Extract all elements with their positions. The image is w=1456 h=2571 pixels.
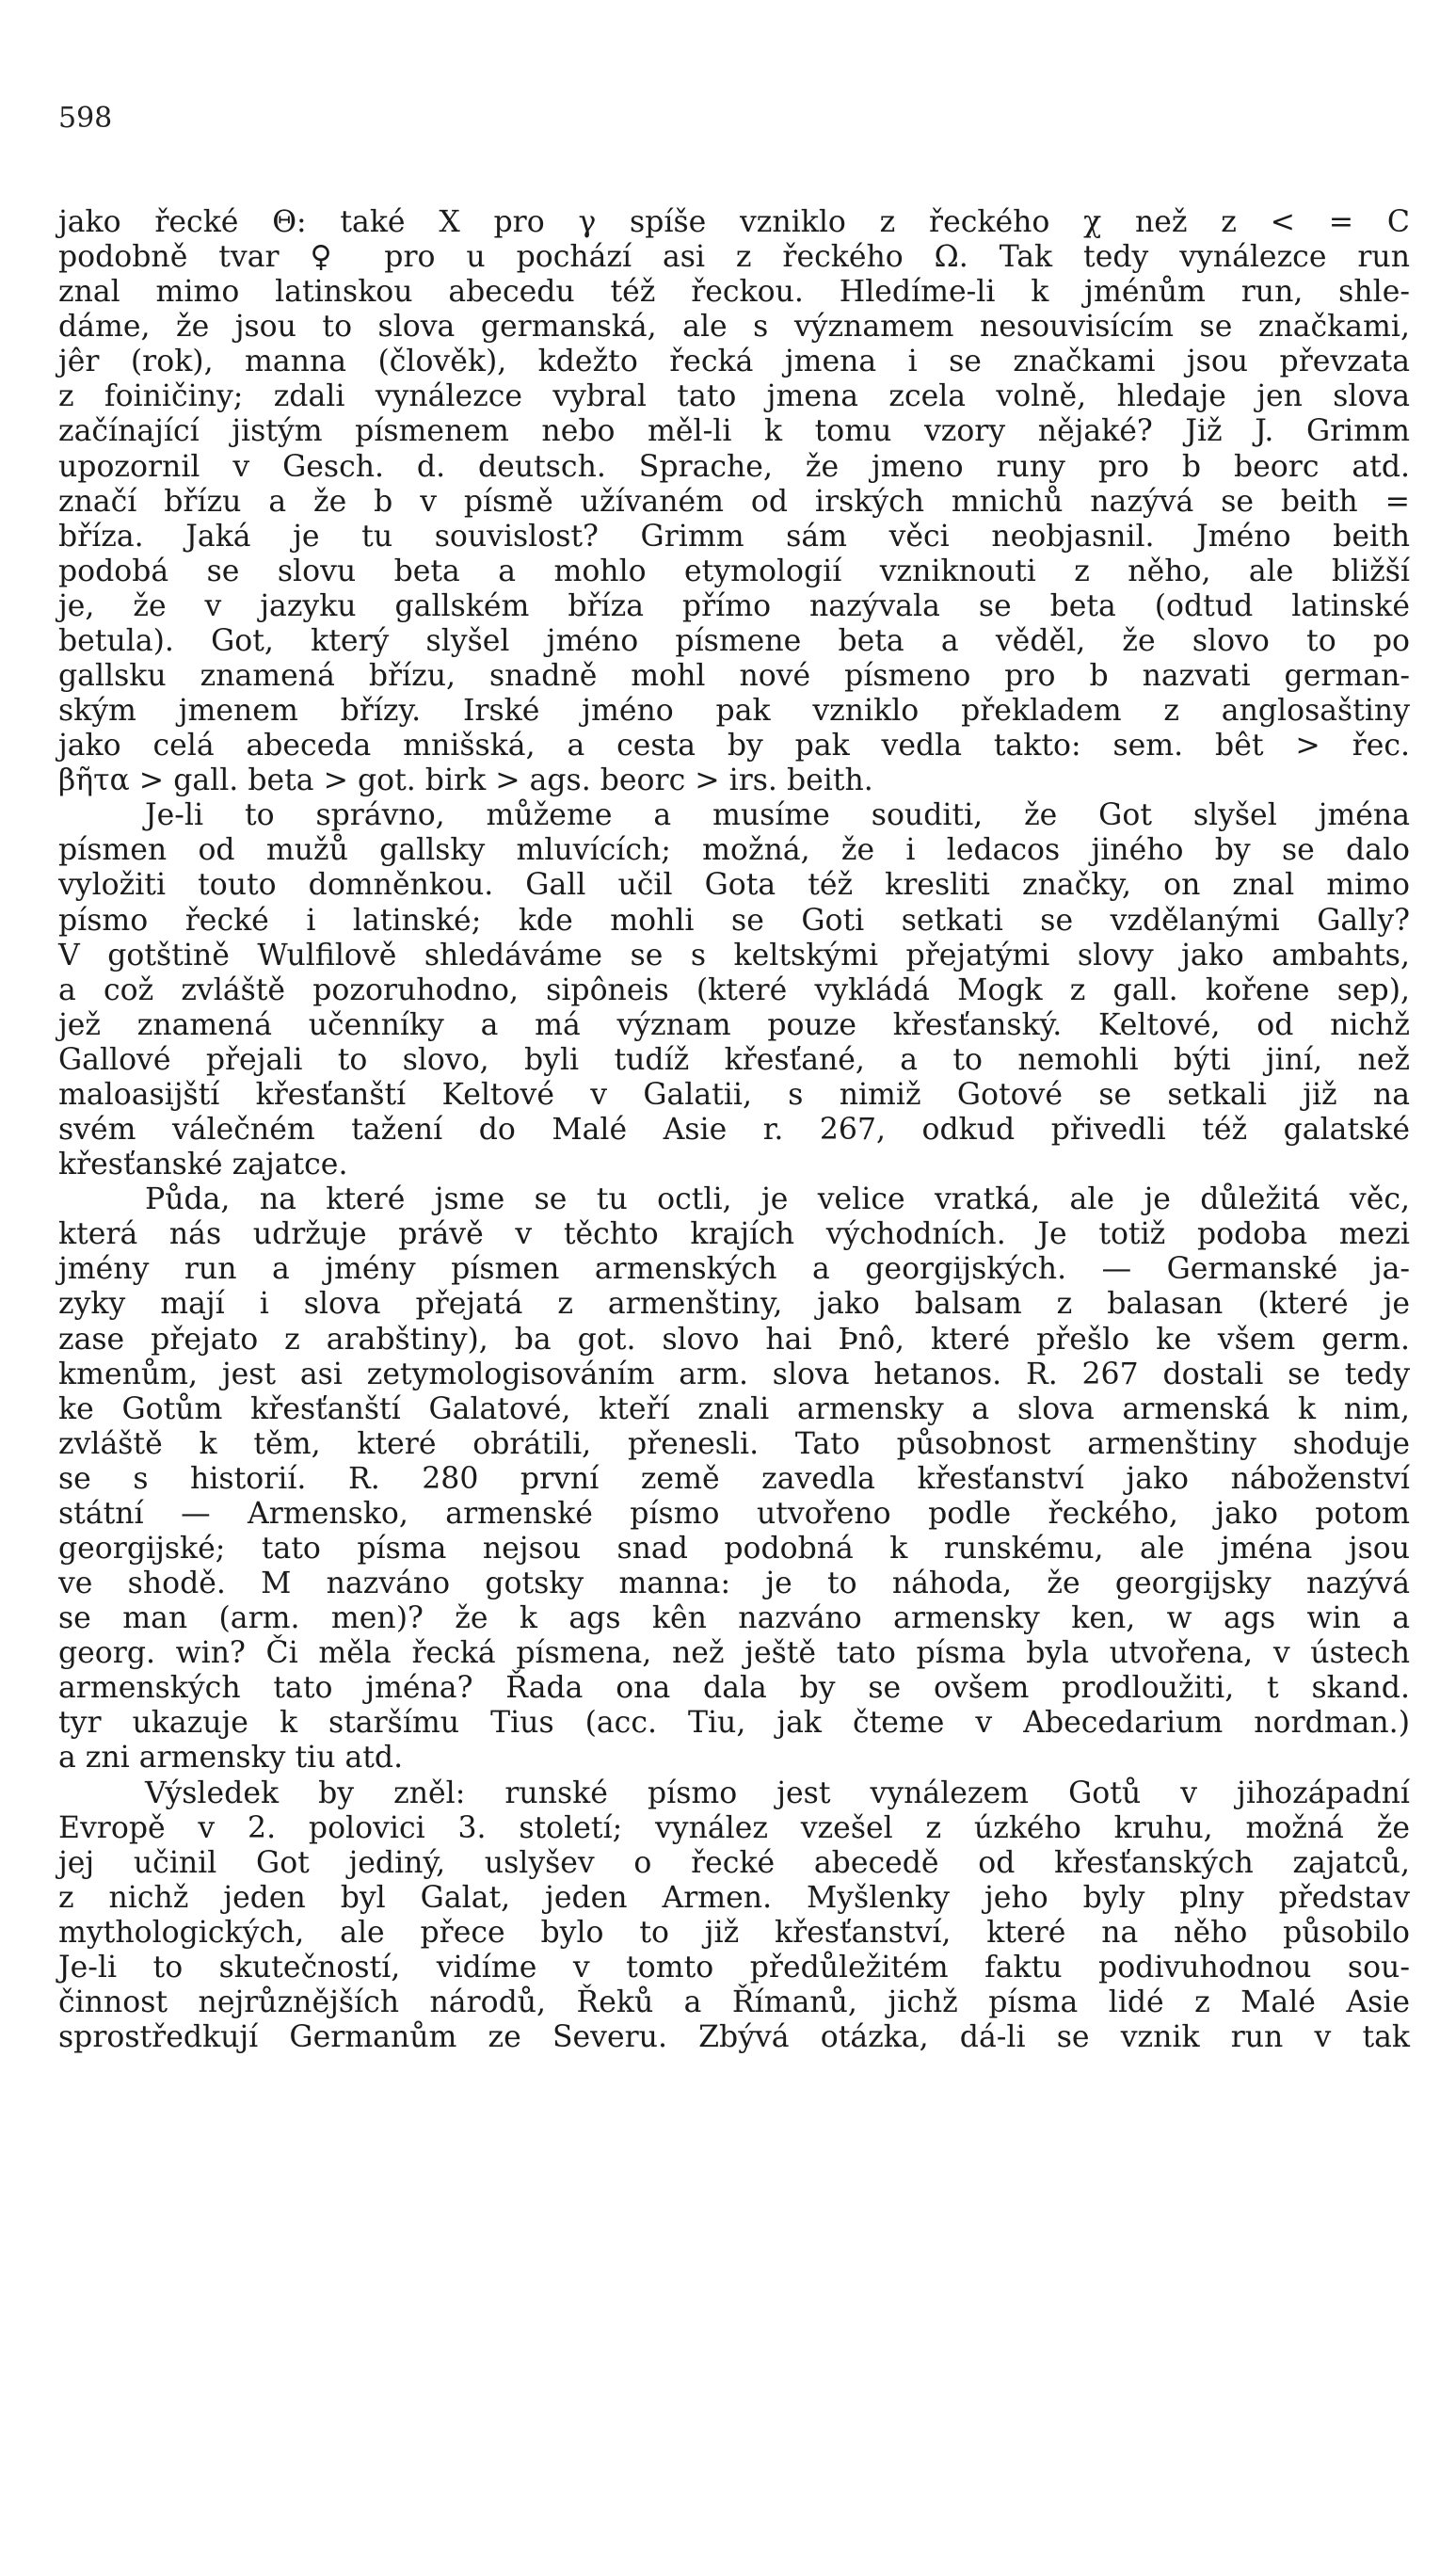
text-line: maloasijští křesťanští Keltové v Galatii, s nimiž Gotové se setkali již na: [58, 1077, 1410, 1112]
text-line: tyr ukazuje k staršímu Tius (acc. Tiu, jak čteme v Abecedarium nordman.): [58, 1706, 1410, 1741]
text-line: vyložiti touto domněnkou. Gall učil Gota též kresliti značky, on znal mimo: [58, 868, 1410, 903]
text-line: začínající jistým písmenem nebo měl-li k tomu vzory nějaké? Již J. Grimm: [58, 414, 1410, 449]
text-line: písmo řecké i latinské; kde mohli se Goti setkati se vzdělanými Gally?: [58, 903, 1410, 938]
text-line: georgijské; tato písma nejsou snad podobná k runskému, ale jména jsou: [58, 1531, 1410, 1566]
text-line: křesťanské zajatce.: [58, 1148, 348, 1182]
text-line: armenských tato jména? Řada ona dala by se ovšem prodloužiti, t skand.: [58, 1671, 1410, 1706]
text-line: a což zvláště pozoruhodno, sipôneis (které vykládá Mogk z gall. kořene sep),: [58, 972, 1410, 1007]
text-line: jej učinil Got jediný, uslyšev o řecké abecedě od křesťanských zajatců,: [58, 1845, 1410, 1880]
text-line: ským jmenem břízy. Irské jméno pak vzniklo překladem z anglosaštiny: [58, 694, 1410, 729]
text-line: ve shodě. M nazváno gotsky manna: je to náhoda, že georgijsky nazývá: [58, 1567, 1410, 1601]
text-line: mythologických, ale přece bylo to již křesťanství, které na něho působilo: [58, 1915, 1410, 1950]
text-line: dáme, že jsou to slova germanská, ale s významem nesouvisícím se značkami,: [58, 310, 1410, 345]
text-line: Evropě v 2. polovici 3. století; vynález vzešel z úzkého kruhu, možná že: [58, 1810, 1410, 1845]
text-line: jako celá abeceda mnišská, a cesta by pak vedla takto: sem. bêt > řec.: [58, 729, 1410, 763]
text-line: βῆτα > gall. beta > got. birk > ags. beorc > irs. beith.: [58, 763, 873, 798]
text-line: Je-li to správno, můžeme a musíme souditi, že Got slyšel jména: [145, 798, 1410, 833]
text-line: bříza. Jaká je tu souvislost? Grimm sám věci neobjasnil. Jméno beith: [58, 519, 1410, 554]
text-line: státní — Armensko, armenské písmo utvořeno podle řeckého, jako potom: [58, 1496, 1410, 1531]
text-line: svém válečném tažení do Malé Asie r. 267, odkud přivedli též galatské: [58, 1113, 1410, 1148]
text-line: georg. win? Či měla řecká písmena, než ještě tato písma byla utvořena, v ústech: [58, 1636, 1410, 1671]
text-line: sprostředkují Germanům ze Severu. Zbývá otázka, dá-li se vznik run v tak: [58, 2020, 1410, 2055]
text-line: písmen od mužů gallsky mluvících; možná, že i ledacos jiného by se dalo: [58, 833, 1410, 868]
text-line: podobá se slovu beta a mohlo etymologií vzniknouti z něho, ale bližší: [58, 554, 1410, 588]
text-line: gallsku znamená břízu, snadně mohl nové písmeno pro b nazvati german-: [58, 659, 1410, 694]
text-line: se man (arm. men)? že k ags kên nazváno armensky ken, w ags win a: [58, 1601, 1410, 1636]
text-line: se s historií. R. 280 první země zavedla křesťanství jako náboženství: [58, 1461, 1410, 1496]
text-line: podobně tvar ♀ pro u pochází asi z řeckého Ω. Tak tedy vynálezce run: [58, 240, 1410, 275]
text-line: ke Gotům křesťanští Galatové, kteří znali armensky a slova armenská k nim,: [58, 1391, 1410, 1426]
text-line: jêr (rok), manna (člověk), kdežto řecká jmena i se značkami jsou převzata: [58, 345, 1410, 379]
text-line: která nás udržuje právě v těchto krajích východních. Je totiž podoba mezi: [58, 1217, 1410, 1252]
text-line: činnost nejrůznějších národů, Řeků a Římanů, jichž písma lidé z Malé Asie: [58, 1984, 1410, 2019]
text-line: V gotštině Wulfilově shledáváme se s keltskými přejatými slovy jako ambahts,: [58, 938, 1410, 972]
text-line: Půda, na které jsme se tu octli, je velice vratká, ale je důležitá věc,: [145, 1182, 1410, 1217]
text-line: z nichž jeden byl Galat, jeden Armen. Myšlenky jeho byly plny představ: [58, 1880, 1410, 1915]
text-line: zase přejato z arabštiny), ba got. slovo hai Þnô, které přešlo ke všem germ.: [58, 1322, 1410, 1357]
text-line: Je-li to skutečností, vidíme v tomto předůležitém faktu podivuhodnou sou-: [58, 1950, 1410, 1984]
text-line: Gallové přejali to slovo, byli tudíž křesťané, a to nemohli býti jiní, než: [58, 1042, 1410, 1077]
text-line: značí břízu a že b v písmě užívaném od irských mnichů nazývá se beith =: [58, 484, 1410, 519]
text-line: zvláště k těm, které obrátili, přenesli. Tato působnost armenštiny shoduje: [58, 1426, 1410, 1461]
text-line: zyky mají i slova přejatá z armenštiny, jako balsam z balasan (které je: [58, 1287, 1410, 1322]
text-line: a zni armensky tiu atd.: [58, 1741, 404, 1776]
text-line: jmény run a jmény písmen armenských a georgijských. — Germanské ja-: [58, 1252, 1410, 1287]
text-line: betula). Got, který slyšel jméno písmene beta a věděl, že slovo to po: [58, 623, 1410, 658]
body-text: [58, 205, 1410, 2055]
text-line: je, že v jazyku gallském bříza přímo nazývala se beta (odtud latinské: [58, 588, 1410, 623]
text-line: Výsledek by zněl: runské písmo jest vynálezem Gotů v jihozápadní: [145, 1776, 1410, 1810]
text-line: jako řecké Θ: také X pro γ spíše vzniklo z řeckého χ než z < = C: [58, 205, 1410, 239]
page-number: 598: [58, 102, 113, 135]
text-line: jež znamená učenníky a má význam pouze křesťanský. Keltové, od nichž: [58, 1007, 1410, 1042]
text-line: znal mimo latinskou abecedu též řeckou. Hledíme-li k jménům run, shle-: [58, 275, 1410, 310]
text-line: z foiničiny; zdali vynálezce vybral tato jmena zcela volně, hledaje jen slova: [58, 379, 1410, 414]
text-line: kmenům, jest asi zetymologisováním arm. slova hetanos. R. 267 dostali se tedy: [58, 1357, 1410, 1391]
text-line: upozornil v Gesch. d. deutsch. Sprache, že jmeno runy pro b beorc atd.: [58, 449, 1410, 484]
